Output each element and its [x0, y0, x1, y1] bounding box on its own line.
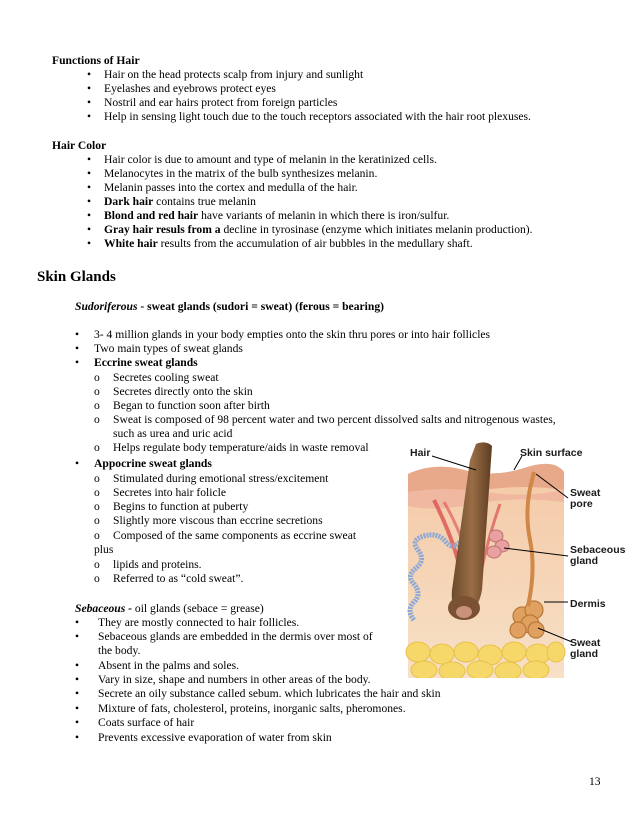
- bullet: •: [75, 616, 80, 629]
- bullet: •: [75, 659, 80, 672]
- list-item: Hair on the head protects scalp from injury and sunlight: [104, 68, 364, 81]
- sub-bullet: o: [94, 529, 100, 542]
- list-item: Slightly more viscous than eccrine secretions: [113, 514, 323, 527]
- bullet: •: [87, 195, 92, 208]
- list-item: Absent in the palms and soles.: [98, 659, 240, 672]
- list-item: Secrete an oily substance called sebum. which lubricates the hair and skin: [98, 687, 441, 700]
- list-item: Helps regulate body temperature/aids in waste removal: [113, 441, 369, 454]
- sub-bullet: o: [94, 514, 100, 527]
- list-item: Melanin passes into the cortex and medulla of the hair.: [104, 181, 358, 194]
- bullet: •: [87, 68, 92, 81]
- list-item: Nostril and ear hairs protect from foreign particles: [104, 96, 338, 109]
- bullet: •: [87, 82, 92, 95]
- bullet: •: [87, 181, 92, 194]
- list-item: Melanocytes in the matrix of the bulb synthesizes melanin.: [104, 167, 378, 180]
- list-item: Coats surface of hair: [98, 716, 195, 729]
- list-item: Help in sensing light touch due to the touch receptors associated with the hair root plexuses.: [104, 110, 531, 123]
- sub-bullet: o: [94, 472, 100, 485]
- list-item: Referred to as “cold sweat”.: [113, 572, 244, 585]
- list-item: They are mostly connected to hair follicles.: [98, 616, 300, 629]
- sub-bullet: o: [94, 572, 100, 585]
- svg-text:pore: pore: [570, 498, 593, 510]
- bullet: •: [75, 716, 80, 729]
- list-item: Stimulated during emotional stress/excitement: [113, 472, 329, 485]
- svg-text:gland: gland: [570, 555, 598, 567]
- list-item: Eyelashes and eyebrows protect eyes: [104, 82, 276, 95]
- bullet: •: [75, 673, 80, 686]
- sub-bullet: o: [94, 441, 100, 454]
- hair-functions-heading: Functions of Hair: [52, 54, 140, 67]
- list-item: Began to function soon after birth: [113, 399, 270, 412]
- list-item: Secretes into hair folicle: [113, 486, 226, 499]
- bullet: •: [75, 630, 80, 643]
- bullet: •: [75, 356, 80, 369]
- hair-color-heading: Hair Color: [52, 139, 107, 152]
- sub-bullet: o: [94, 486, 100, 499]
- list-item: 3- 4 million glands in your body empties onto the skin thru pores or into hair follicles: [94, 328, 491, 341]
- sub-bullet: o: [94, 500, 100, 513]
- bullet: •: [75, 457, 80, 470]
- label-sebaceous-gland: Sebaceous: [570, 544, 626, 556]
- skin-diagram: [404, 440, 630, 678]
- label-sweat-gland: Sweat: [570, 637, 601, 649]
- page-number: 13: [589, 775, 601, 788]
- list-item: Prevents excessive evaporation of water from skin: [98, 731, 332, 744]
- label-sweat-pore: Sweat: [570, 487, 601, 499]
- sub-bullet: o: [94, 413, 100, 426]
- list-item: Begins to function at puberty: [113, 500, 249, 513]
- bullet: •: [87, 223, 92, 236]
- bullet: •: [75, 731, 80, 744]
- label-dermis: Dermis: [570, 598, 606, 610]
- list-item: White hair results from the accumulation of air bubbles in the medullary shaft.: [104, 237, 473, 250]
- list-item: Composed of the same components as eccrine sweat: [113, 529, 357, 542]
- bullet: •: [87, 110, 92, 123]
- bullet: •: [87, 153, 92, 166]
- bullet: •: [87, 96, 92, 109]
- list-item: Vary in size, shape and numbers in other areas of the body.: [98, 673, 371, 686]
- list-item-wrap: plus: [94, 543, 114, 556]
- list-item: Sebaceous glands are embedded in the dermis over most of: [98, 630, 373, 643]
- sebaceous-line: Sebaceous - oil glands (sebace = grease): [75, 602, 264, 615]
- bullet: •: [75, 687, 80, 700]
- list-item: Dark hair contains true melanin: [104, 195, 256, 208]
- bullet: •: [75, 702, 80, 715]
- eccrine-heading: Eccrine sweat glands: [94, 356, 198, 369]
- apocrine-heading: Appocrine sweat glands: [94, 457, 212, 470]
- list-item: Secretes directly onto the skin: [113, 385, 253, 398]
- list-item: Secretes cooling sweat: [113, 371, 219, 384]
- label-hair: Hair: [410, 447, 431, 459]
- list-item: Sweat is composed of 98 percent water and two percent dissolved salts and nitrogenous wastes,: [113, 413, 556, 426]
- list-item: Mixture of fats, cholesterol, proteins, inorganic salts, pheromones.: [98, 702, 406, 715]
- list-item: Gray hair resuls from a decline in tyrosinase (enzyme which initiates melanin production).: [104, 223, 533, 236]
- bullet: •: [87, 237, 92, 250]
- sub-bullet: o: [94, 558, 100, 571]
- list-item: lipids and proteins.: [113, 558, 202, 571]
- sub-bullet: o: [94, 399, 100, 412]
- list-item: Hair color is due to amount and type of melanin in the keratinized cells.: [104, 153, 437, 166]
- list-item-wrap: the body.: [98, 644, 141, 657]
- svg-text:gland: gland: [570, 648, 598, 660]
- label-skin-surface: Skin surface: [520, 447, 583, 459]
- list-item-wrap: such as urea and uric acid: [113, 427, 233, 440]
- sub-bullet: o: [94, 371, 100, 384]
- bullet: •: [75, 328, 80, 341]
- list-item: Two main types of sweat glands: [94, 342, 243, 355]
- skin-glands-heading: Skin Glands: [37, 269, 116, 285]
- bullet: •: [87, 167, 92, 180]
- bullet: •: [87, 209, 92, 222]
- bullet: •: [75, 342, 80, 355]
- sudoriferous-line: Sudoriferous - sweat glands (sudori = sweat) (ferous = bearing): [75, 300, 384, 313]
- sub-bullet: o: [94, 385, 100, 398]
- list-item: Blond and red hair have variants of melanin in which there is iron/sulfur.: [104, 209, 450, 222]
